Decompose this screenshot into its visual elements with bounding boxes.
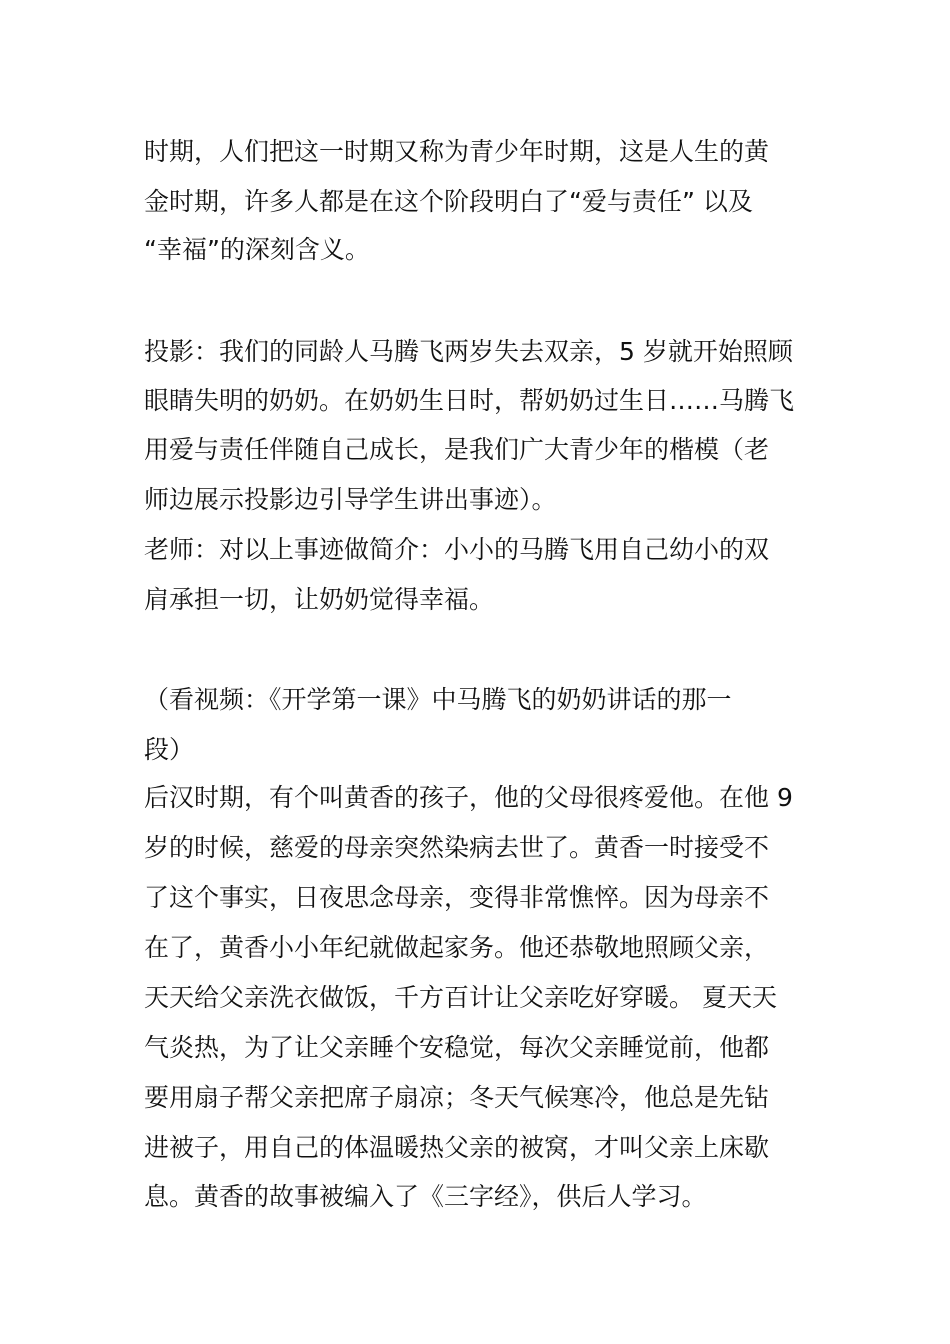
text-line: 投影：我们的同龄人马腾飞两岁失去双亲，5 岁就开始照顾: [144, 337, 793, 366]
text-line: 气炎热，为了让父亲睡个安稳觉，每次父亲睡觉前，他都: [144, 1033, 770, 1062]
text-line: 用爱与责任伴随自己成长，是我们广大青少年的楷模（老: [144, 435, 770, 464]
text-line: 在了，黄香小小年纪就做起家务。他还恭敬地照顾父亲，: [144, 933, 770, 962]
text-line: “幸福”的深刻含义。: [144, 235, 370, 264]
text-line: 天天给父亲洗衣做饭，千方百计让父亲吃好穿暖。 夏天天: [144, 983, 777, 1012]
text-line: 段）: [144, 735, 195, 764]
text-line: 要用扇子帮父亲把席子扇凉；冬天气候寒冷，他总是先钻: [144, 1083, 770, 1112]
text-line: 进被子，用自己的体温暖热父亲的被窝，才叫父亲上床歇: [144, 1133, 770, 1162]
text-line: 肩承担一切，让奶奶觉得幸福。: [144, 585, 495, 614]
text-line: 了这个事实，日夜思念母亲，变得非常憔悴。因为母亲不: [144, 883, 770, 912]
text-line: 息。黄香的故事被编入了《三字经》，供后人学习。: [144, 1182, 707, 1211]
text-line: 时期，人们把这一时期又称为青少年时期，这是人生的黄: [144, 137, 770, 166]
text-line: 岁的时候，慈爱的母亲突然染病去世了。黄香一时接受不: [144, 833, 770, 862]
text-line: 师边展示投影边引导学生讲出事迹）。: [144, 485, 557, 514]
text-line: 眼睛失明的奶奶。在奶奶生日时，帮奶奶过生日……马腾飞: [144, 386, 795, 415]
text-line: 老师：对以上事迹做简介：小小的马腾飞用自己幼小的双: [144, 535, 770, 564]
text-line: 金时期，许多人都是在这个阶段明白了“爱与责任” 以及: [144, 187, 753, 216]
text-line: 后汉时期，有个叫黄香的孩子，他的父母很疼爱他。在他 9: [144, 783, 793, 812]
text-line: （看视频：《开学第一课》中马腾飞的奶奶讲话的那一: [144, 685, 732, 714]
